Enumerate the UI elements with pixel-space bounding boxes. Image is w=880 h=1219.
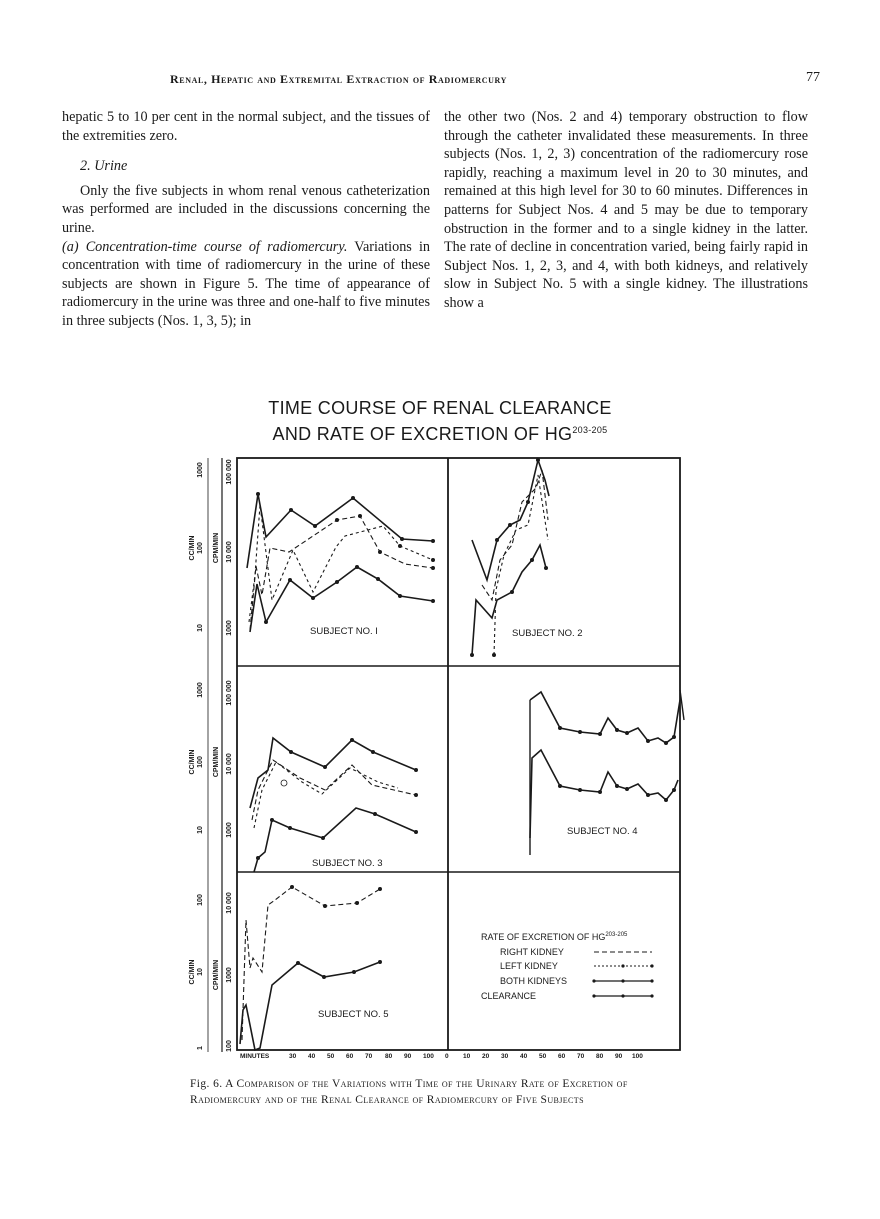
paragraph-body: Variations in concentration with time of radiomercury in the urine of these subjects are shown in Figure 5. The time of appearance of radiomercury in the urine was three and one-half to five minutes in three subjects (Nos. 1, 3, 5); in: [62, 238, 430, 329]
x-tick-label: 60: [346, 1053, 354, 1060]
subject-2-panel: [472, 460, 549, 655]
s3-both-kidneys-line: [250, 738, 416, 808]
paragraph: Only the five subjects in whom renal venous catheterization was performed are included in the discussions concerning the urine.: [62, 182, 430, 236]
panel-label-subject-3: SUBJECT NO. 3: [312, 858, 383, 869]
paragraph: the other two (Nos. 2 and 4) temporary obstruction to flow through the catheter invalidated these measurements. In three subjects (Nos. 1, 2, 3) concentration of the radiomercury rose rapidly, reaching a maximum level in 20 to 30 minutes, and remained at this high level for 30 to 60 minutes. Differences in patterns for Subject Nos. 4 and 5 may be due to temporary obstruction in the former and to a single kidney in the latter. The rate of decline in concentration varied, being fairly rapid in Subject Nos. 1, 2, 3, and 4, with both kidneys, and relatively slow in Subject No. 5 with a single kidney. The illustrations show a: [444, 109, 808, 311]
x-tick-label: 100: [632, 1053, 643, 1060]
y-tick-label: 10: [197, 826, 204, 834]
x-tick-label: 100: [423, 1053, 434, 1060]
y-axis-labels: [189, 459, 233, 1052]
y-tick-label: 10 000: [226, 892, 233, 914]
s2-right-kidney-line: [482, 470, 548, 600]
x-axis: [240, 1053, 643, 1060]
y-tick-label: 1000: [226, 822, 233, 838]
legend-title: [481, 932, 628, 942]
s3-right-kidney-line: [252, 760, 416, 820]
x-tick-label: 40: [520, 1053, 528, 1060]
x-tick-label: 40: [308, 1053, 316, 1060]
y-axis-title: CPM/MIN: [213, 746, 220, 778]
y-tick-label: 1000: [197, 462, 204, 478]
y-tick-label: 100: [197, 756, 204, 768]
s4-both-kidneys-line: [530, 692, 680, 743]
x-tick-label: 80: [596, 1053, 604, 1060]
y-tick-label: 10: [197, 624, 204, 632]
x-tick-label: 50: [327, 1053, 335, 1060]
caption-text: A Comparison of the Variations with Time of the Urinary Rate of Excretion of Radiomercury and of the Renal Clearance of Radiomercury of Five Subjects: [190, 1078, 628, 1106]
x-tick-label: 80: [385, 1053, 393, 1060]
legend-item-right-kidney: RIGHT KIDNEY: [500, 947, 564, 957]
legend-item-both-kidneys: BOTH KIDNEYS: [500, 976, 568, 986]
s2-both-kidneys-line: [472, 460, 549, 580]
x-axis-title: MINUTES: [240, 1053, 270, 1060]
y-tick-label: 1: [197, 1046, 204, 1050]
y-tick-label: 1000: [226, 967, 233, 983]
y-tick-label: 100 000: [226, 459, 233, 485]
x-tick-label: 10: [463, 1053, 471, 1060]
x-tick-label: 90: [615, 1053, 623, 1060]
panel-label-subject-5: SUBJECT NO. 5: [318, 1009, 389, 1020]
legend-title-text: RATE OF EXCRETION OF HG: [481, 932, 606, 942]
panel-label-subject-4: SUBJECT NO. 4: [567, 826, 638, 837]
s3-data-points: [256, 738, 418, 860]
x-tick-label: 50: [539, 1053, 547, 1060]
panel-label-subject-2: SUBJECT NO. 2: [512, 628, 583, 639]
s1-right-kidney-line: [250, 516, 433, 630]
figure-title-line-1: TIME COURSE OF RENAL CLEARANCE: [268, 398, 612, 418]
x-tick-label: 90: [404, 1053, 412, 1060]
y-tick-label: 1000: [197, 682, 204, 698]
figure-title-text: AND RATE OF EXCRETION OF HG: [272, 424, 573, 444]
s1-both-kidneys-line: [247, 494, 433, 568]
legend-title-superscript: 203-205: [605, 932, 628, 938]
subject-1-panel: [247, 494, 433, 632]
running-title: Renal, Hepatic and Extremital Extraction of Radiomercury: [170, 72, 508, 86]
panel-label-subject-1: SUBJECT NO. I: [310, 626, 378, 637]
s4-clearance-line: [530, 750, 678, 838]
s3-open-marker: [281, 780, 287, 786]
y-tick-label: 100: [226, 1040, 233, 1052]
s1-data-points: [256, 492, 435, 624]
s3-left-kidney-line: [254, 762, 398, 828]
y-axis-title: CC/MIN: [189, 749, 196, 775]
figure-caption: [190, 1076, 690, 1108]
x-tick-label: 20: [482, 1053, 490, 1060]
y-axis-title: CC/MIN: [189, 959, 196, 985]
y-tick-label: 10: [197, 968, 204, 976]
legend-item-left-kidney: LEFT KIDNEY: [500, 961, 558, 971]
figure-frame: [208, 458, 684, 1052]
legend-item-clearance: CLEARANCE: [481, 991, 537, 1001]
figure-title-superscript: 203-205: [572, 425, 608, 435]
subject-3-panel: [250, 738, 416, 872]
y-tick-label: 1000: [226, 620, 233, 636]
y-tick-label: 100: [197, 542, 204, 554]
x-tick-label: 30: [289, 1053, 297, 1060]
paragraph-run-in-head: (a) Concentration-time course of radiomercury.: [62, 238, 348, 255]
s1-clearance-line: [250, 567, 433, 632]
y-tick-label: 100: [197, 894, 204, 906]
x-tick-label: 0: [445, 1053, 449, 1060]
y-axis-title: CC/MIN: [189, 535, 196, 561]
x-tick-label: 30: [501, 1053, 509, 1060]
page-number: 77: [806, 70, 820, 85]
subject-5-panel: [240, 887, 380, 1050]
s5-clearance-line: [240, 962, 380, 1050]
y-tick-label: 10 000: [226, 541, 233, 563]
chart-legend: [481, 932, 654, 1001]
y-axis-title: CPM/MIN: [213, 959, 220, 991]
y-tick-label: 10 000: [226, 753, 233, 775]
x-tick-label: 70: [577, 1053, 585, 1060]
section-subheading: 2. Urine: [80, 158, 128, 175]
caption-label: Fig. 6.: [190, 1078, 223, 1090]
s5-data-points: [290, 885, 382, 979]
y-tick-label: 100 000: [226, 680, 233, 706]
x-tick-label: 60: [558, 1053, 566, 1060]
x-tick-label: 70: [365, 1053, 373, 1060]
y-axis-title: CPM/MIN: [213, 532, 220, 564]
paragraph: hepatic 5 to 10 per cent in the normal subject, and the tissues of the extremities zero.: [62, 109, 430, 144]
